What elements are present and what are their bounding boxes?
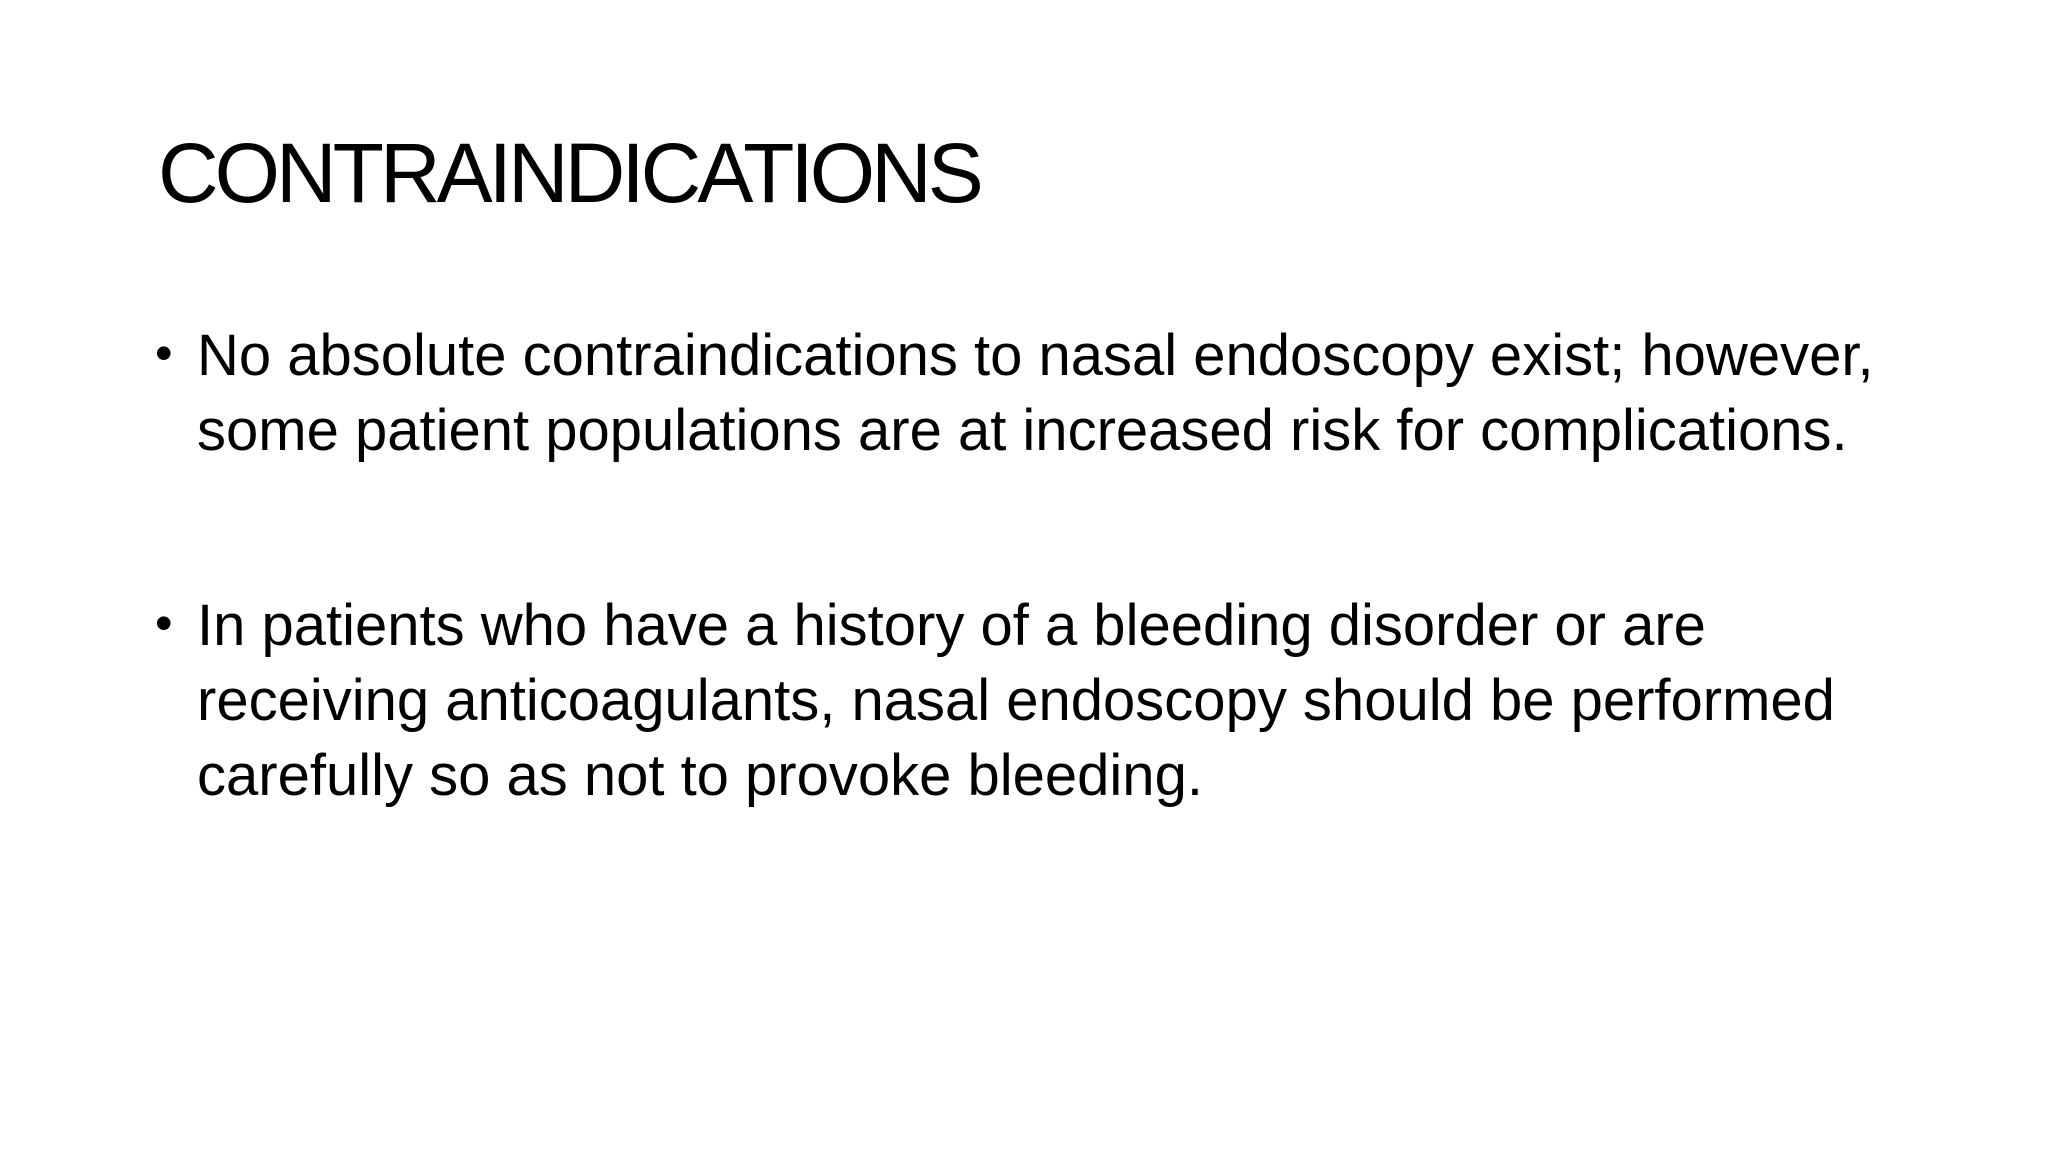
bullet-item: [155, 588, 1915, 813]
slide-title: CONTRAINDICATIONS: [158, 126, 980, 220]
bullet-item: [155, 318, 1915, 468]
bullet-text: No absolute contraindications to nasal endoscopy exist; however, some patient populations are at increased risk for complications.: [197, 323, 1874, 463]
bullet-text: In patients who have a history of a bleeding disorder or are receiving anticoagulants, nasal endoscopy should be performed carefully so as not to provoke bleeding.: [197, 593, 1835, 808]
bullet-dot-icon: •: [155, 595, 173, 651]
bullet-list: [155, 318, 1915, 813]
bullet-dot-icon: •: [155, 325, 173, 381]
